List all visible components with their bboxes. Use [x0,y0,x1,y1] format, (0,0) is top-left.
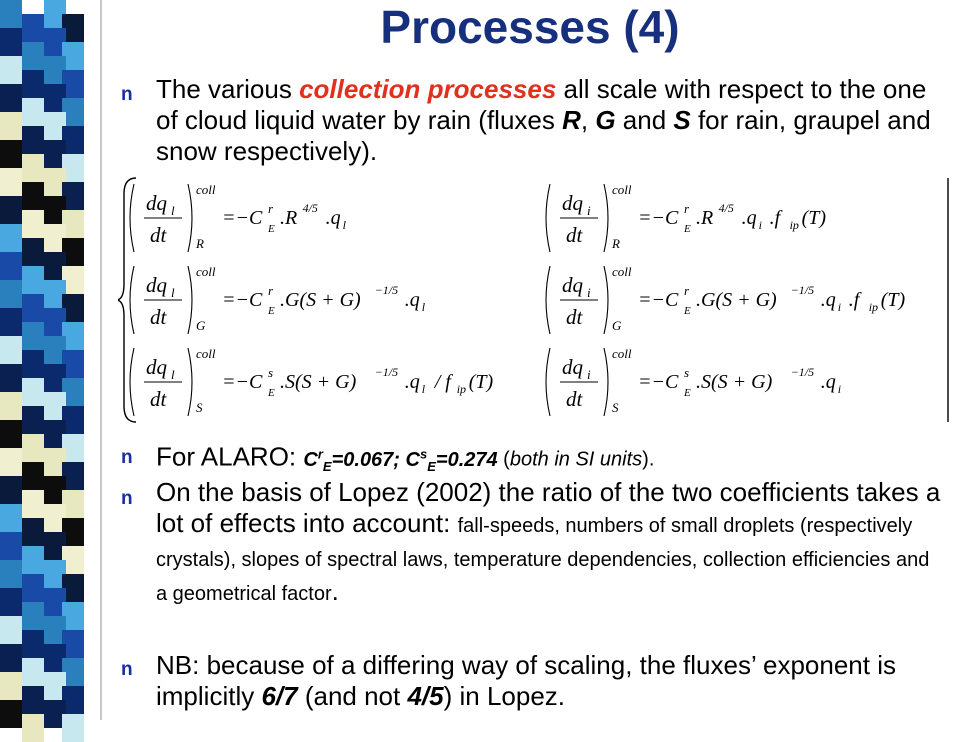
fip-term: .f [769,207,781,229]
superscript-coll: coll [612,264,632,279]
bullet-marker: n [121,447,133,468]
q-term: .q [820,371,836,393]
stripe-block [0,420,22,448]
flux-term: .S(S + G) [696,371,773,393]
rhs-coefficient: =−C [638,289,679,311]
stripe-block [0,532,22,560]
sup: s [419,446,428,461]
subscript: l [171,285,175,300]
exponent: 4/5 [302,201,318,215]
paren-left [130,184,134,252]
text: ). [642,448,655,471]
text: For ALARO: [156,441,304,472]
derivative-numerator: dq [146,355,167,379]
subscript: l [421,382,426,396]
label-R: R [612,236,620,251]
subscript: E [268,387,275,399]
derivative-numerator: dq [146,191,167,215]
bullet-marker: n [121,659,133,680]
q-term: .q [404,289,420,311]
superscript-coll: coll [612,182,632,197]
fip-term: / f [434,371,451,393]
subscript: i [587,367,591,382]
derivative-numerator: dq [562,273,583,297]
subscript: ip [868,300,879,314]
paren-right [604,184,608,252]
stripe-block [0,448,22,476]
stripe-block [22,266,44,294]
decorative-stripe [0,0,84,720]
rhs-coefficient: =−C [638,207,679,229]
q-term: .q [404,371,420,393]
derivative-denominator: dt [566,305,583,329]
paren-right [188,266,192,334]
q-term: .q [741,207,757,229]
value: =0.067; [331,448,406,471]
text: for rain, graupel and snow respectively). [156,105,931,166]
paren-left [130,266,134,334]
label-G: G [196,318,206,333]
stripe-block [0,56,22,84]
stripe-block [0,224,22,252]
text: (and not [297,681,408,711]
superscript: r [684,283,690,298]
text: all scale with respect to the one of cloud liquid water by rain (fluxes [156,74,927,135]
subscript: i [837,300,842,314]
text: both in SI units [509,448,643,471]
flux-term: .G(S + G) [696,289,777,311]
paren-right [604,348,608,416]
flux-term: .S(S + G) [280,371,357,393]
text: , [580,105,596,135]
superscript: s [268,365,274,380]
paren-left [546,266,550,334]
stripe-block [22,182,44,210]
stripe-block [22,294,44,322]
flux-term: .R [280,207,298,229]
stripe-block [0,364,22,392]
subscript: E [684,305,691,317]
highlight-text: collection processes [299,74,557,104]
value: 4/5 [407,681,444,711]
stripe-block [0,672,22,700]
stripe-block [22,406,44,434]
subscript: l [421,300,426,314]
stripe-block [0,308,22,336]
stripe-block [22,322,44,350]
superscript-coll: coll [196,264,216,279]
bullet-collection-processes [156,74,946,167]
paren-left [546,184,550,252]
stripe-block [22,350,44,378]
symbol-R: R [562,105,581,135]
label-S: S [612,400,619,415]
exponent: −1/5 [790,365,815,379]
rhs-coefficient: =−C [638,371,679,393]
stripe-block [22,154,44,182]
paren-right [188,184,192,252]
stripe-block [22,462,44,490]
subscript: E [684,387,691,399]
stripe-block [22,630,44,658]
subscript: l [342,218,346,232]
paren-left [546,348,550,416]
stripe-block [0,168,22,196]
symbol-G: G [595,105,616,135]
bullet-lopez-ratio [156,477,946,610]
subscript: E [684,223,691,235]
stripe-block [0,252,22,280]
text: NB: because of a differing way of scaling, the fluxes’ exponent is implicitly [156,650,896,711]
fip-T: (T) [468,371,494,393]
stripe-block [22,714,44,742]
label-G: G [612,318,622,333]
subscript: E [268,223,275,235]
fip-T: (T) [880,289,906,311]
stripe-block [22,378,44,406]
subscript: ip [789,218,799,232]
superscript: r [268,201,274,216]
page-title: Processes (4) [380,1,680,53]
text: On the basis of Lopez (2002) the ratio of the two coefficients takes a lot of effects into account: [156,477,941,538]
text: The various [156,74,300,104]
stripe-block [0,504,22,532]
subscript: i [587,285,591,300]
derivative-numerator: dq [562,191,583,215]
stripe-block [0,700,22,728]
derivative-numerator: dq [562,355,583,379]
value: =0.274 [435,448,498,471]
superscript-coll: coll [612,346,632,361]
bullet-nb-exponent [156,650,946,712]
subscript: E [268,305,275,317]
text: ) in Lopez. [443,681,566,711]
derivative-denominator: dt [150,305,167,329]
coef-C: C [303,448,318,471]
flux-term: .G(S + G) [280,289,361,311]
superscript: s [684,365,690,380]
sub: E [427,458,436,474]
q-term: .q [820,289,836,311]
stripe-block [22,126,44,154]
bullet-marker: n [121,84,133,105]
derivative-denominator: dt [566,387,583,411]
fip-term: .f [848,289,860,311]
stripe-block [0,112,22,140]
stripe-block [0,392,22,420]
superscript-coll: coll [196,346,216,361]
subscript: i [758,218,762,232]
text: fall-speeds, numbers of small droplets (respectively crystals), slopes of spectral laws, temperature dependencies, collection efficiencies and a geometrical factor [156,515,930,605]
q-term: .q [325,207,341,229]
collection-equations [118,174,953,426]
derivative-denominator: dt [566,223,583,247]
flux-term: .R [696,207,714,229]
rhs-coefficient: =−C [222,371,263,393]
coef-C: C [405,448,420,471]
rhs-coefficient: =−C [222,289,263,311]
stripe-block [0,476,22,504]
paren-left [130,348,134,416]
sub: E [322,458,332,474]
text: and [615,105,674,135]
exponent: −1/5 [374,283,399,297]
stripe-block [22,574,44,602]
exponent: −1/5 [790,283,815,297]
stripe-block [0,644,22,672]
stripe-block [0,196,22,224]
fip-T: (T) [801,207,827,229]
stripe-block [0,616,22,644]
subscript: l [171,203,175,218]
label-S: S [196,400,203,415]
bullet-alaro-coefficients [156,438,946,482]
derivative-numerator: dq [146,273,167,297]
rhs-coefficient: =−C [222,207,263,229]
subscript: i [587,203,591,218]
bullet-marker: n [121,488,133,509]
paren-right [604,266,608,334]
symbol-S: S [673,105,691,135]
derivative-denominator: dt [150,387,167,411]
superscript-coll: coll [196,182,216,197]
stripe-block [22,546,44,574]
derivative-denominator: dt [150,223,167,247]
stripe-block [0,336,22,364]
label-R: R [196,236,204,251]
stripe-block [0,280,22,308]
sup: r [317,446,323,461]
superscript: r [684,201,690,216]
stripe-block [22,518,44,546]
subscript: i [837,382,842,396]
exponent: −1/5 [374,365,399,379]
text: . [331,576,339,606]
value: 6/7 [261,681,298,711]
left-brace-icon [118,178,136,422]
exponent: 4/5 [718,201,734,215]
paren-right [188,348,192,416]
stripe-block [0,84,22,112]
superscript: r [268,283,274,298]
stripe-block [22,686,44,714]
stripe-block [22,434,44,462]
stripe-block [22,490,44,518]
stripe-block [22,70,44,98]
stripe-block [0,588,22,616]
stripe-block [22,602,44,630]
text: ( [497,448,510,471]
stripe-block [62,714,84,742]
stripe-block [0,140,22,168]
stripe-block [22,238,44,266]
subscript: ip [456,382,467,396]
subscript: l [171,367,175,382]
stripe-block [22,658,44,686]
stripe-block [22,210,44,238]
stripe-block [22,98,44,126]
stripe-block [0,560,22,588]
divider-line [100,0,102,720]
